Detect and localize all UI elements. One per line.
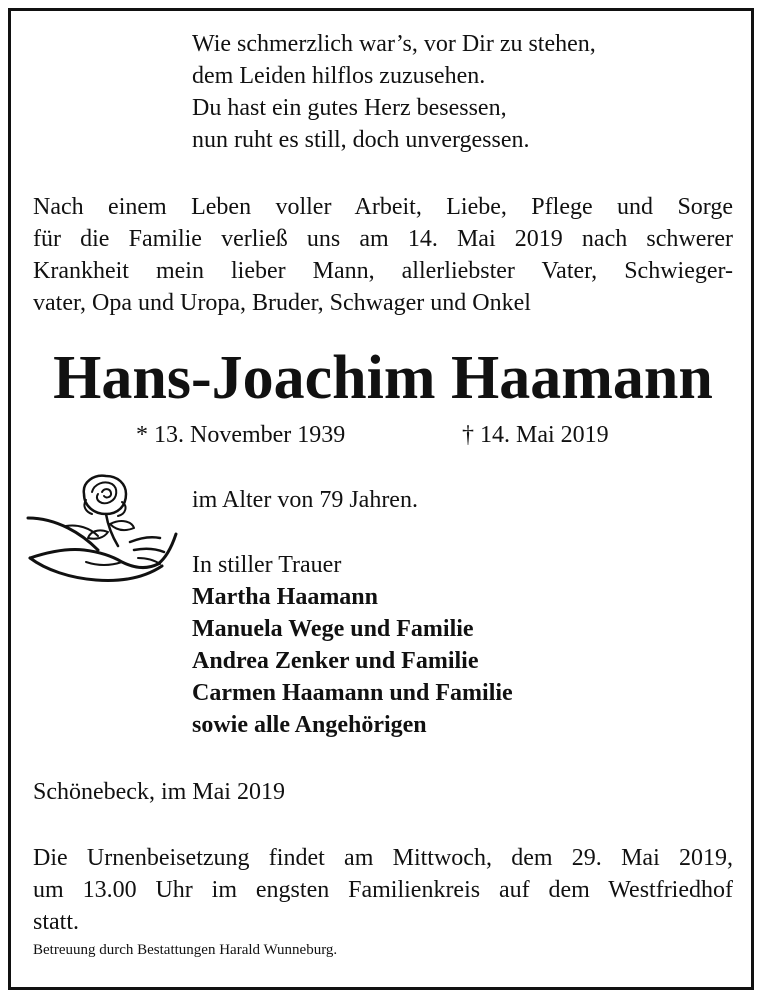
poem bbox=[192, 28, 596, 156]
deceased-name: Hans-Joachim Haamann bbox=[53, 344, 713, 412]
age-line: im Alter von 79 Jahren. bbox=[192, 487, 418, 513]
birth-date: * 13. November 1939 bbox=[136, 422, 346, 448]
funeral-line: statt. bbox=[33, 909, 79, 935]
poem-line: nun ruht es still, doch unvergessen. bbox=[192, 127, 530, 153]
place-date: Schönebeck, im Mai 2019 bbox=[33, 779, 285, 805]
funeral-line: um 13.00 Uhr im engsten Familienkreis auf dem Westfriedhof bbox=[33, 877, 733, 903]
mourner-name: Andrea Zenker und Familie bbox=[192, 648, 479, 674]
intro-line: Krankheit mein lieber Mann, allerliebster Vater, Schwieger- bbox=[33, 258, 733, 284]
intro-line: vater, Opa und Uropa, Bruder, Schwager und Onkel bbox=[33, 290, 531, 316]
poem-line: Du hast ein gutes Herz besessen, bbox=[192, 95, 507, 121]
poem-line: Wie schmerzlich war’s, vor Dir zu stehen, bbox=[192, 31, 596, 57]
death-date: † 14. Mai 2019 bbox=[462, 422, 609, 448]
mourner-name: Manuela Wege und Familie bbox=[192, 616, 474, 642]
poem-line: dem Leiden hilflos zuzusehen. bbox=[192, 63, 486, 89]
intro-line: Nach einem Leben voller Arbeit, Liebe, Pflege und Sorge bbox=[33, 194, 733, 220]
undertaker-note: Betreuung durch Bestattungen Harald Wunneburg. bbox=[33, 942, 338, 958]
funeral-line: Die Urnenbeisetzung findet am Mittwoch, dem 29. Mai 2019, bbox=[33, 845, 733, 871]
rose-in-hands-icon bbox=[26, 466, 178, 590]
intro-text bbox=[33, 191, 733, 319]
funeral-info bbox=[33, 842, 733, 938]
mourners-block bbox=[192, 549, 513, 741]
mourners-heading: In stiller Trauer bbox=[192, 552, 342, 578]
intro-line: für die Familie verließ uns am 14. Mai 2019 nach schwerer bbox=[33, 226, 733, 252]
mourner-name: Martha Haamann bbox=[192, 584, 378, 610]
mourner-name: Carmen Haamann und Familie bbox=[192, 680, 513, 706]
mourner-name: sowie alle Angehörigen bbox=[192, 712, 427, 738]
